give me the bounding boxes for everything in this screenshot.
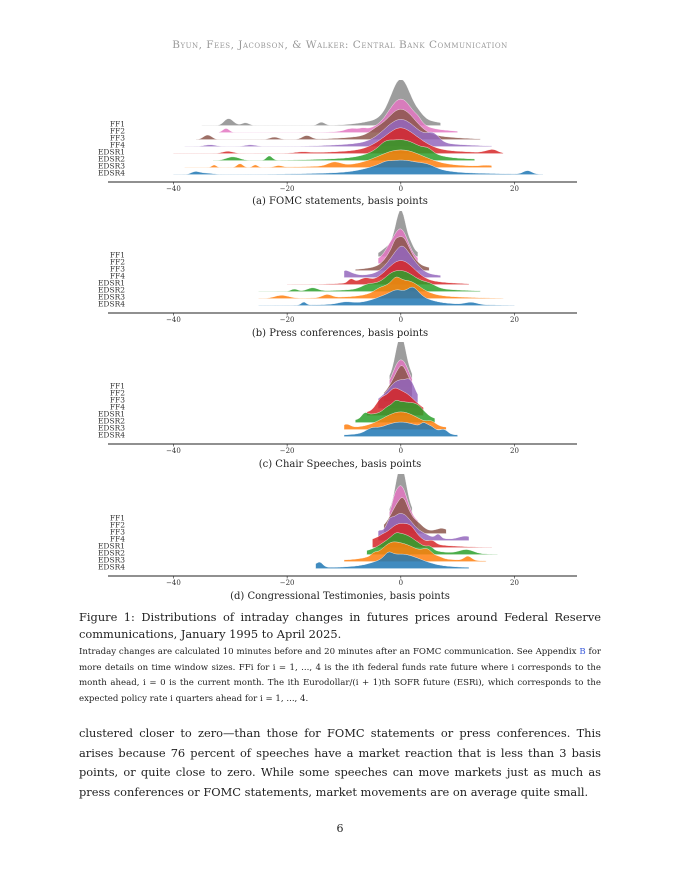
x-tick-label: 0 [398,316,404,323]
x-tick-label: 20 [510,579,519,586]
row-label-edsr4: EDSR4 [97,430,125,440]
row-label-ff2: FF2 [109,388,125,398]
ridgeline-chart-fomc-statements [0,80,680,192]
x-tick-label: 0 [398,185,404,192]
body-paragraph: clustered closer to zero—than those for FOMC statements or press conferences. This arises because 76 percent of speeches have a market reaction that is less than 3 basis points, or quite close to zero. While some speeches can move markets just as much as press conferences or FOMC statements, market movements are on average quite small. [79,726,601,799]
panel-caption-d: (d) Congressional Testimonies, basis points [230,591,450,602]
row-label-edsr3: EDSR3 [97,555,125,565]
row-label-ff3: FF3 [109,395,125,405]
x-tick-label: 0 [398,447,404,454]
row-label-ff3: FF3 [109,133,125,143]
row-label-ff2: FF2 [109,520,125,530]
row-label-ff4: FF4 [109,402,125,412]
row-label-edsr4: EDSR4 [97,168,125,178]
row-label-edsr2: EDSR2 [97,548,125,558]
x-tick-label: −40 [166,316,181,323]
x-tick-label: −40 [166,579,181,586]
row-label-ff2: FF2 [109,126,125,136]
row-label-edsr1: EDSR1 [97,409,125,419]
ridgeline-chart-congressional-testimonies [0,474,680,586]
x-tick-label: −40 [166,447,181,454]
figure-note [79,645,601,707]
row-label-edsr3: EDSR3 [97,292,125,302]
x-tick-label: −40 [166,185,181,192]
row-label-edsr1: EDSR1 [97,541,125,551]
figure-panel-d [0,474,680,586]
row-label-ff1: FF1 [109,119,125,129]
row-label-ff3: FF3 [109,264,125,274]
row-label-ff1: FF1 [109,381,125,391]
row-label-edsr2: EDSR2 [97,285,125,295]
row-label-ff3: FF3 [109,527,125,537]
row-label-ff1: FF1 [109,513,125,523]
panel-caption-b: (b) Press conferences, basis points [251,328,429,339]
row-label-edsr1: EDSR1 [97,147,125,157]
figure-note-part-1: Intraday changes are calculated 10 minutes before and 20 minutes after an FOMC communication. See Appendix [79,647,577,657]
row-label-ff4: FF4 [109,140,125,150]
ridgeline-chart-chair-speeches [0,342,680,454]
figure-panel-c [0,342,680,454]
x-tick-label: −20 [279,185,295,192]
row-label-edsr2: EDSR2 [97,416,125,426]
row-label-edsr3: EDSR3 [97,161,125,171]
appendix-link[interactable]: B [579,647,586,657]
row-label-ff4: FF4 [109,271,125,281]
row-label-edsr1: EDSR1 [97,278,125,288]
x-tick-label: 0 [398,579,404,586]
page-number: 6 [336,822,344,835]
panel-caption-c: (c) Chair Speeches, basis points [258,459,422,470]
x-tick-label: −20 [279,316,295,323]
x-tick-label: −20 [279,447,295,454]
ridgeline-chart-press-conferences [0,211,680,323]
x-tick-label: 20 [510,316,519,323]
row-label-edsr3: EDSR3 [97,423,125,433]
figure-panel-b [0,211,680,323]
figure-note-part-2: for more details on time window sizes. FFi for i = 1, ..., 4 is the ith federal funds rate future where i corresponds to the month ahead, i = 0 is the current month. The ith Eurodollar/(i + 1)th SOFR future (ESRi), which corresponds to the expected policy rate i quarters ahead for i = 1, ..., 4. [79,647,602,704]
running-head: Byun, Fees, Jacobson, & Walker: Central Bank Communication [172,39,508,51]
x-tick-label: −20 [279,579,295,586]
figure-caption: Figure 1: Distributions of intraday changes in futures prices around Federal Reserve communications, January 1995 to April 2025. [79,610,601,641]
panel-caption-a: (a) FOMC statements, basis points [252,196,428,207]
row-label-edsr4: EDSR4 [97,562,125,572]
row-label-ff2: FF2 [109,257,125,267]
row-label-edsr4: EDSR4 [97,299,125,309]
row-label-ff4: FF4 [109,534,125,544]
x-tick-label: 20 [510,185,519,192]
row-label-edsr2: EDSR2 [97,154,125,164]
figure-panel-a [0,80,680,192]
x-tick-label: 20 [510,447,519,454]
row-label-ff1: FF1 [109,250,125,260]
